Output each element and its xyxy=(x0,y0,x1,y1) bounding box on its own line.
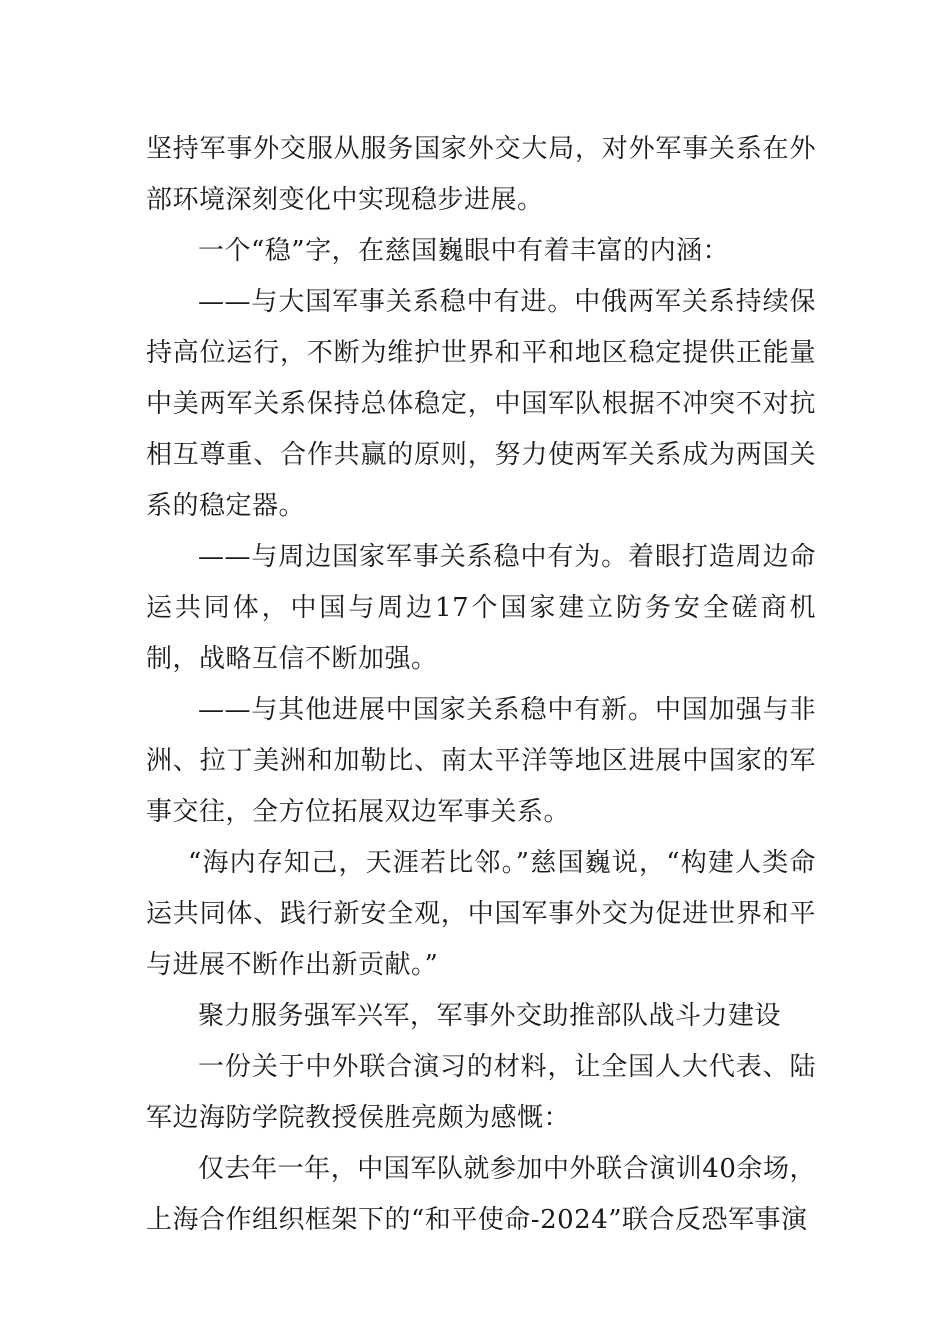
paragraph-quote: “海内存知己，天涯若比邻。”慈国巍说，“构建人类命运共同体、践行新安全观，中国军事外交为促进世界和平与进展不断作出新贡献。” xyxy=(146,848,816,980)
paragraph-last-year: 仅去年一年，中国军队就参加中外联合演训40余场，上海合作组织框架下的“和平使命-2024”联合反恐军事演 xyxy=(146,1154,816,1235)
document-body xyxy=(146,124,816,1246)
section-heading: 聚力服务强军兴军，军事外交助推部队战斗力建设 xyxy=(198,1001,782,1031)
paragraph-wen-meaning: 一个“稳”字，在慈国巍眼中有着丰富的内涵： xyxy=(198,236,730,266)
paragraph-joint-exercises: 一份关于中外联合演习的材料，让全国人大代表、陆军边海防学院教授侯胜亮颇为感慨： xyxy=(146,1052,816,1133)
paragraph-continuation: 坚持军事外交服从服务国家外交大局，对外军事关系在外部环境深刻变化中实现稳步进展。 xyxy=(146,134,816,215)
paragraph-neighbors: ——与周边国家军事关系稳中有为。着眼打造周边命运共同体，中国与周边17个国家建立防务安全磋商机制，战略互信不断加强。 xyxy=(146,542,816,674)
paragraph-major-powers: ——与大国军事关系稳中有进。中俄两军关系持续保持高位运行，不断为维护世界和平和地区稳定提供正能量中美两军关系保持总体稳定，中国军队根据不冲突不对抗相互尊重、合作共赢的原则，努力使两军关系成为两国关系的稳定器。 xyxy=(146,287,816,521)
paragraph-developing-countries: ——与其他进展中国家关系稳中有新。中国加强与非洲、拉丁美洲和加勒比、南太平洋等地区进展中国家的军事交往，全方位拓展双边军事关系。 xyxy=(146,695,816,827)
